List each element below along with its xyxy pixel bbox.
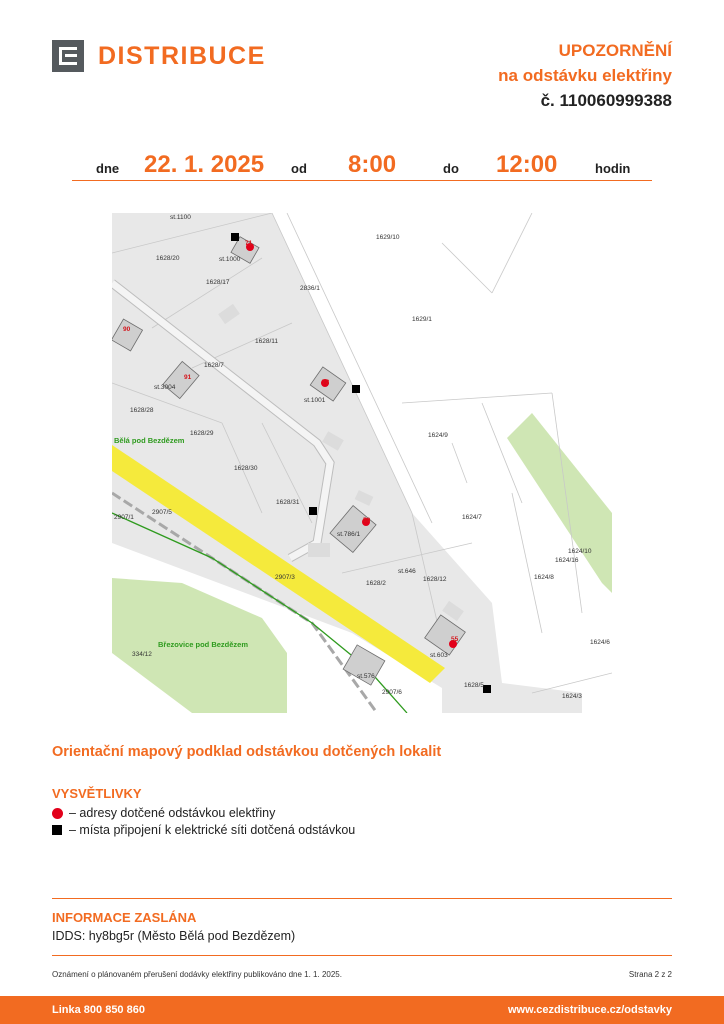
parcel-label: 1628/31 <box>276 499 300 506</box>
brand-logo <box>52 40 266 72</box>
hotline[interactable]: Linka 800 850 860 <box>52 1004 145 1016</box>
parcel-label: 1629/1 <box>412 316 432 323</box>
parcel-label: 1628/17 <box>206 279 230 286</box>
place-label: Bělá pod Bezdězem <box>114 436 185 445</box>
black-square-icon <box>52 825 62 835</box>
hours-label: hodin <box>595 161 631 176</box>
parcel-label: 1628/5 <box>464 682 484 689</box>
address-number: 90 <box>123 326 131 333</box>
map-caption: Orientační mapový podklad odstávkou dotčených lokalit <box>52 744 442 760</box>
parcel-label: st.603 <box>430 652 448 659</box>
divider <box>52 898 672 899</box>
connection-point <box>483 685 491 693</box>
red-dot-icon <box>52 808 63 819</box>
parcel-label: 1624/8 <box>534 574 554 581</box>
parcel-label: st.1001 <box>304 397 326 404</box>
to-label: do <box>443 161 459 176</box>
connection-point <box>231 233 239 241</box>
address-number: 71 <box>245 240 253 247</box>
parcel-label: st.1000 <box>219 256 241 263</box>
parcel-label: 1628/12 <box>423 576 447 583</box>
legend-title: VYSVĚTLIVKY <box>52 786 142 801</box>
address-number: 91 <box>184 374 192 381</box>
notice-subtitle: na odstávku elektřiny <box>498 66 672 85</box>
parcel-label: 1624/6 <box>590 639 610 646</box>
parcel-label: 1624/3 <box>562 693 582 700</box>
outage-map <box>112 213 612 713</box>
parcel-label: 334/12 <box>132 651 152 658</box>
parcel-label: st.3004 <box>154 384 176 391</box>
info-text: IDDS: hy8bg5r (Město Bělá pod Bezdězem) <box>52 929 296 943</box>
connection-point <box>309 507 317 515</box>
parcel-label: 2907/6 <box>382 689 402 696</box>
parcel-label: 2907/3 <box>275 574 295 581</box>
publication-note: Oznámení o plánovaném přerušení dodávky elektřiny publikováno dne 1. 1. 2025. <box>52 970 342 979</box>
legend-text: – místa připojení k elektrické síti dotčená odstávkou <box>69 823 356 837</box>
parcel-label: 1628/29 <box>190 430 214 437</box>
notice-title: UPOZORNĚNÍ <box>558 41 672 60</box>
divider <box>52 955 672 956</box>
cez-logo-icon <box>52 40 84 72</box>
parcel-label: 1628/11 <box>255 338 279 345</box>
outage-start: 8:00 <box>348 151 397 178</box>
parcel-label: st.576 <box>357 673 375 680</box>
date-label: dne <box>96 161 120 176</box>
address-number: 55 <box>451 636 459 643</box>
from-label: od <box>291 161 307 176</box>
parcel-label: 1628/30 <box>234 465 258 472</box>
address-number: 72 <box>322 379 330 386</box>
notice-heading <box>498 38 672 113</box>
place-label: Březovice pod Bezdězem <box>158 640 249 649</box>
parcel-label: 1628/20 <box>156 255 180 262</box>
parcel-label: 2907/5 <box>152 509 172 516</box>
parcel-label: 2907/1 <box>114 514 134 521</box>
parcel-label: 1624/9 <box>428 432 448 439</box>
address-number: 59 <box>363 517 371 524</box>
parcel-label: 1628/7 <box>204 362 224 369</box>
map-canvas <box>112 213 612 713</box>
legend-text: – adresy dotčené odstávkou elektřiny <box>69 806 276 820</box>
connection-point <box>352 385 360 393</box>
brand-name: DISTRIBUCE <box>98 41 266 70</box>
parcel-label: 1629/10 <box>376 234 400 241</box>
parcel-label: 1624/16 <box>555 557 579 564</box>
outage-schedule <box>72 145 652 181</box>
parcel-label: st.786/1 <box>337 531 361 538</box>
legend-item-connection <box>52 823 355 837</box>
parcel-label: 1624/7 <box>462 514 482 521</box>
parcel-label: st.646 <box>398 568 416 575</box>
notice-number: č. 110060999388 <box>540 91 672 110</box>
parcel-label: st.1100 <box>170 214 191 221</box>
parcel-label: 1628/2 <box>366 580 386 587</box>
outage-date: 22. 1. 2025 <box>144 151 265 178</box>
legend-item-address <box>52 806 275 820</box>
parcel-label: 1624/10 <box>568 548 592 555</box>
parcel-label: 2836/1 <box>300 285 320 292</box>
outage-end: 12:00 <box>496 151 558 178</box>
footer-bar <box>0 996 724 1024</box>
parcel-label: 1628/28 <box>130 407 154 414</box>
page-number: Strana 2 z 2 <box>628 970 672 979</box>
info-title: INFORMACE ZASLÁNA <box>52 910 197 925</box>
website-link[interactable]: www.cezdistribuce.cz/odstavky <box>507 1004 672 1016</box>
